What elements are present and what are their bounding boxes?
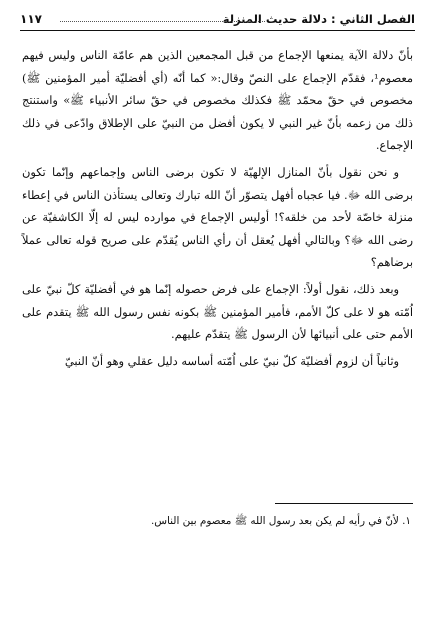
- paragraph-3: وبعد ذلك، نقول أولاً: الإجماع على فرض حصوله إنّما هو في أفضليّة كلّ نبيّ على اُمّته هو لا على كلّ الأمم، فأمير المؤمنين ﷺ بكونه نفس رسول الله ﷺ يتقدم على الأمم حتى على أنبيائها لأن الرسول ﷺ يتقدّم عليهم.: [22, 281, 413, 342]
- chapter-title: الفصل الثاني : دلالة حديث المنزلة: [222, 12, 415, 26]
- paragraph-4: وثانياً أن لزوم أفضليّة كلّ نبيّ على اُمّته أساسه دليل عقلي وهو أنّ النبيّ: [64, 353, 399, 368]
- footnote: ١. لأنّ في رأيه لم يكن بعد رسول الله ﷺ معصوم بين الناس.: [151, 515, 411, 527]
- paragraph-2: و نحن نقول بأنّ المنازل الإلهيّة لا تكون برضى الناس وإجماعهم وإنّما تكون برضى الله ﷻ. فيا عجباه أفهل يتصوّر أنّ الله تبارك وتعالى يستأذن الناس في إعطاء منزلة خاصّة لأحد من خلقه؟! أوليس الإجماع في موارده ليس له إلّا الكاشفيّة عن رضى الله ﷻ؟ وبالتالي أفهل يُعقل أن رأي الناس يُقدّم على صريح قوله تعالى عملاً برضاهم؟: [22, 164, 413, 270]
- footnote-divider: [275, 503, 413, 504]
- page-number: ١١٧: [20, 12, 42, 26]
- body-text: [22, 44, 413, 376]
- running-header: [20, 12, 415, 31]
- paragraph-1: بأنّ دلالة الآية يمنعها الإجماع من قبل المجمعين الذين هم عامّة الناس وليس فيهم معصوم¹، فقدّم الإجماع على النصّ وقال:« كما أنّه (أي أفضليّة أمير المؤمنين ﷺ) مخصوص في حقّ محمّد ﷺ فكذلك مخصوص في حقّ سائر الأنبياء ﷺ» واستنتج ذلك من زعمه بأنّ غير النبي لا يكون أفضل من النبيّ على الإطلاق وادّعى في ذلك الإجماع.: [22, 48, 413, 153]
- header-dotted-leader: [60, 21, 265, 22]
